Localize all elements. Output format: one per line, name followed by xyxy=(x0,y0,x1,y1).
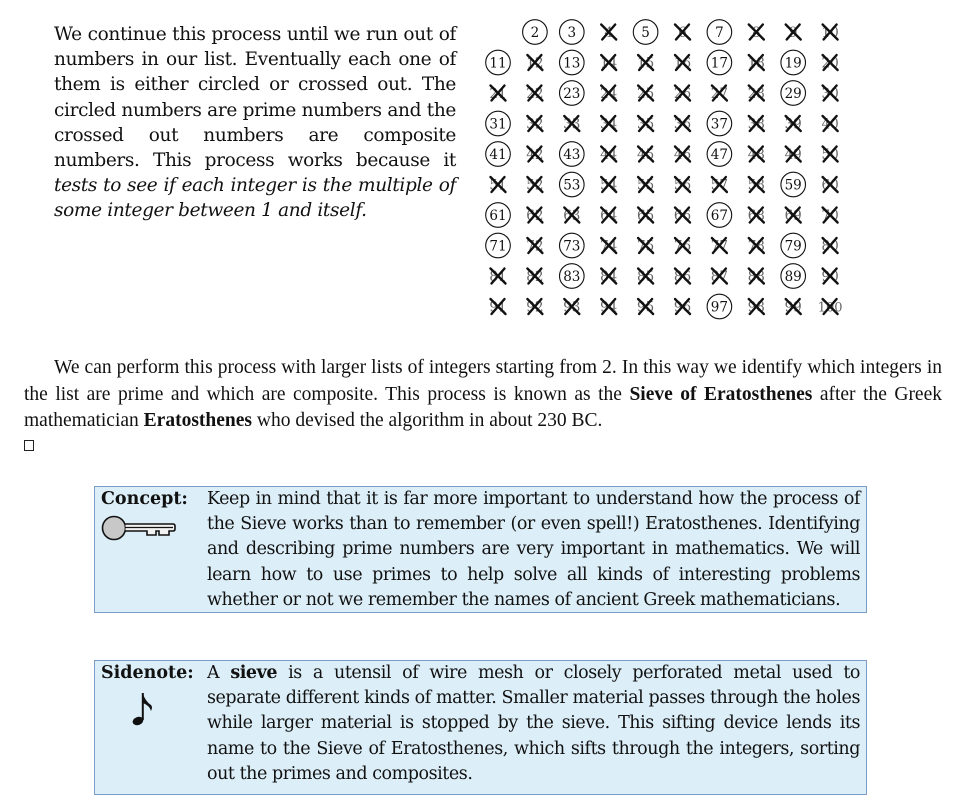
composite-number xyxy=(637,208,654,225)
composite-number xyxy=(674,269,691,286)
number-label: 91 xyxy=(489,299,507,316)
composite-number xyxy=(748,177,765,194)
number-label: 9 xyxy=(788,25,798,41)
composite-number xyxy=(526,116,543,133)
composite-number xyxy=(637,299,654,316)
prime-number xyxy=(781,50,806,75)
number-label: 79 xyxy=(784,238,802,255)
number-label: 33 xyxy=(563,116,581,133)
composite-number xyxy=(711,238,728,255)
number-label: 87 xyxy=(710,269,728,285)
number-label: 19 xyxy=(784,55,802,72)
composite-number xyxy=(489,177,506,194)
composite-number xyxy=(526,86,543,103)
composite-number xyxy=(822,238,839,255)
prime-number xyxy=(486,111,511,136)
number-label: 72 xyxy=(526,238,544,255)
number-label: 99 xyxy=(784,299,802,316)
prime-number xyxy=(707,20,732,45)
composite-number xyxy=(748,55,765,72)
sidenote-box xyxy=(94,660,867,795)
number-label: 56 xyxy=(673,177,692,194)
number-label: 77 xyxy=(710,238,728,255)
number-label: 48 xyxy=(747,147,765,163)
number-label: 73 xyxy=(563,238,581,255)
number-label: 27 xyxy=(710,86,728,102)
number-label: 100 xyxy=(817,300,843,316)
number-label: 34 xyxy=(600,116,618,133)
number-label: 90 xyxy=(821,269,839,285)
composite-number xyxy=(674,55,691,72)
number-label: 69 xyxy=(784,208,802,224)
number-label: 98 xyxy=(747,299,765,316)
composite-number xyxy=(674,299,691,316)
number-label: 59 xyxy=(784,177,802,194)
composite-number xyxy=(748,116,765,133)
sidenote-label: Sidenote: xyxy=(101,663,194,683)
number-label: 13 xyxy=(563,55,581,72)
prime-number xyxy=(707,294,732,319)
number-label: 62 xyxy=(526,208,544,224)
prime-number xyxy=(560,20,585,45)
number-label: 65 xyxy=(637,208,655,224)
number-label: 24 xyxy=(600,86,618,102)
number-label: 22 xyxy=(526,86,544,102)
number-label: 30 xyxy=(821,86,839,102)
number-label: 26 xyxy=(673,86,692,102)
number-label: 82 xyxy=(526,269,544,285)
prime-number xyxy=(781,233,806,258)
prime-number xyxy=(486,142,511,167)
number-label: 71 xyxy=(489,238,507,255)
number-label: 58 xyxy=(747,177,765,194)
number-label: 11 xyxy=(489,55,507,72)
number-label: 7 xyxy=(715,25,724,41)
number-label: 86 xyxy=(673,269,692,285)
number-label: 51 xyxy=(489,177,507,194)
composite-number xyxy=(637,147,654,164)
composite-number xyxy=(637,269,654,286)
sidenote-text xyxy=(207,661,860,787)
prime-number xyxy=(560,172,585,197)
composite-number xyxy=(563,208,580,225)
number-label: 50 xyxy=(821,147,839,163)
composite-number xyxy=(674,147,691,164)
term-sieve-of-eratosthenes: Sieve of Eratosthenes xyxy=(629,383,813,405)
composite-number xyxy=(600,116,617,133)
prime-number xyxy=(560,81,585,106)
composite-number xyxy=(526,55,543,72)
number-label: 60 xyxy=(821,177,839,194)
composite-number xyxy=(489,269,506,286)
composite-number xyxy=(526,238,543,255)
number-label: 95 xyxy=(637,299,655,316)
number-label: 76 xyxy=(673,238,692,255)
composite-number xyxy=(526,208,543,225)
composite-number xyxy=(748,147,765,164)
prime-number xyxy=(560,264,585,289)
number-label: 41 xyxy=(489,147,507,163)
number-label: 44 xyxy=(600,147,618,163)
number-label: 45 xyxy=(637,147,655,163)
number-label: 31 xyxy=(489,116,507,133)
number-label: 8 xyxy=(752,25,761,41)
prime-number xyxy=(781,264,806,289)
composite-number xyxy=(822,116,839,133)
composite-number xyxy=(637,177,654,194)
prime-number xyxy=(486,203,511,228)
composite-number xyxy=(600,147,617,164)
sidenote-text-pre: A xyxy=(207,663,231,683)
composite-number xyxy=(526,299,543,316)
composite-number xyxy=(600,86,617,103)
prime-number xyxy=(560,50,585,75)
number-label: 92 xyxy=(526,299,544,316)
term-sieve: sieve xyxy=(230,663,277,683)
number-label: 23 xyxy=(563,86,581,102)
prime-number xyxy=(633,20,658,45)
number-label: 83 xyxy=(563,269,581,285)
number-label: 84 xyxy=(600,269,618,285)
number-label: 66 xyxy=(673,208,692,224)
main-paragraph-part2: after the Greek mathematician xyxy=(24,383,942,431)
composite-number xyxy=(822,55,839,72)
prime-number xyxy=(560,142,585,167)
number-label: 32 xyxy=(526,116,544,133)
number-label: 70 xyxy=(821,208,839,224)
number-label: 49 xyxy=(784,147,802,163)
number-label: 43 xyxy=(563,147,581,163)
number-label: 93 xyxy=(563,299,581,316)
number-label: 37 xyxy=(710,116,728,133)
composite-number xyxy=(600,269,617,286)
number-label: 94 xyxy=(600,299,618,316)
prime-number xyxy=(523,20,548,45)
term-eratosthenes: Eratosthenes xyxy=(143,410,252,431)
main-paragraph-part3: who devised the algorithm in about 230 BC. xyxy=(252,410,603,431)
prime-number xyxy=(707,203,732,228)
left-paragraph xyxy=(54,22,456,224)
left-paragraph-italic: tests to see if each integer is the multiple of some integer between 1 and itself. xyxy=(54,175,456,222)
number-label: 47 xyxy=(710,147,728,163)
number-label: 75 xyxy=(637,238,655,255)
composite-number xyxy=(526,147,543,164)
number-label: 29 xyxy=(784,86,802,102)
number-label: 63 xyxy=(563,208,581,224)
composite-number xyxy=(674,86,691,103)
number-label: 6 xyxy=(678,25,687,41)
number-label: 18 xyxy=(747,55,765,72)
prime-number xyxy=(486,50,511,75)
left-paragraph-text: We continue this process until we run out of numbers in our list. Eventually each one of them is either circled or crossed out. The circled numbers are prime numbers and the crossed out numbers are composite numbers. This process works because it xyxy=(54,24,456,172)
main-paragraph xyxy=(24,355,942,435)
number-label: 74 xyxy=(600,238,618,255)
prime-number xyxy=(486,233,511,258)
concept-box xyxy=(94,486,867,613)
number-label: 4 xyxy=(604,25,613,41)
composite-number xyxy=(489,86,506,103)
composite-number xyxy=(748,269,765,286)
number-label: 88 xyxy=(747,269,765,285)
composite-number xyxy=(674,116,691,133)
number-label: 67 xyxy=(710,208,728,224)
prime-number xyxy=(707,50,732,75)
composite-number xyxy=(600,238,617,255)
number-label: 78 xyxy=(747,238,765,255)
composite-number xyxy=(637,86,654,103)
number-label: 35 xyxy=(637,116,655,133)
concept-text: Keep in mind that it is far more important to understand how the process of the Sieve works than to remember (or even spell!) Eratosthenes. Identifying and describing prime numbers are very important in mathematics. We will learn how to use primes to help solve all kinds of interesting problems whether or not we remember the names of ancient Greek mathematicians. xyxy=(207,489,860,610)
composite-number xyxy=(489,299,506,316)
number-label: 14 xyxy=(600,55,618,72)
number-label: 10 xyxy=(821,25,839,41)
number-label: 38 xyxy=(747,116,765,133)
composite-number xyxy=(818,299,843,316)
number-label: 17 xyxy=(710,55,728,72)
number-label: 20 xyxy=(821,55,839,72)
composite-number xyxy=(637,116,654,133)
composite-number xyxy=(674,208,691,225)
composite-number xyxy=(748,208,765,225)
composite-number xyxy=(674,177,691,194)
composite-number xyxy=(711,86,728,103)
composite-number xyxy=(563,116,580,133)
composite-number xyxy=(748,238,765,255)
number-label: 25 xyxy=(637,86,655,102)
prime-number xyxy=(781,81,806,106)
number-label: 64 xyxy=(600,208,618,224)
number-label: 52 xyxy=(526,177,544,194)
end-of-proof-square xyxy=(24,440,34,451)
composite-number xyxy=(822,269,839,286)
number-label: 5 xyxy=(641,25,650,41)
sieve-grid xyxy=(478,14,850,324)
composite-number xyxy=(600,55,617,72)
composite-number xyxy=(674,238,691,255)
composite-number xyxy=(600,177,617,194)
number-label: 54 xyxy=(600,177,618,194)
prime-number xyxy=(781,172,806,197)
number-label: 12 xyxy=(526,55,544,72)
composite-number xyxy=(822,86,839,103)
prime-number xyxy=(560,233,585,258)
concept-label: Concept: xyxy=(101,489,188,509)
number-label: 80 xyxy=(821,238,839,255)
number-label: 2 xyxy=(530,25,540,41)
number-label: 89 xyxy=(784,269,802,285)
number-label: 28 xyxy=(747,86,765,102)
number-label: 97 xyxy=(710,299,728,316)
composite-number xyxy=(601,25,616,42)
number-label: 96 xyxy=(673,299,692,316)
prime-number xyxy=(707,111,732,136)
composite-number xyxy=(637,55,654,72)
number-label: 3 xyxy=(567,25,577,41)
composite-number xyxy=(600,299,617,316)
number-label: 68 xyxy=(747,208,765,224)
composite-number xyxy=(822,208,839,225)
composite-number xyxy=(600,208,617,225)
composite-number xyxy=(675,25,690,42)
number-label: 39 xyxy=(784,116,802,133)
composite-number xyxy=(785,147,802,164)
composite-number xyxy=(563,299,580,316)
eighth-note-icon xyxy=(131,691,155,727)
composite-number xyxy=(748,299,765,316)
composite-number xyxy=(822,177,839,194)
number-label: 57 xyxy=(710,177,728,194)
number-label: 15 xyxy=(637,55,655,72)
number-label: 81 xyxy=(489,269,507,285)
composite-number xyxy=(822,147,839,164)
number-label: 55 xyxy=(637,177,655,194)
composite-number xyxy=(822,25,839,42)
key-icon xyxy=(101,515,177,541)
composite-number xyxy=(711,269,728,286)
number-label: 21 xyxy=(489,86,507,102)
sidenote-text-post: is a utensil of wire mesh or closely perforated metal used to separate different kinds of matter. Smaller material passes through the holes while larger material is stopped by the sieve. This sifting device lends its name to the Sieve of Eratosthenes, which sifts through the integers, sorting out the primes and composites. xyxy=(207,663,860,784)
composite-number xyxy=(711,177,728,194)
composite-number xyxy=(526,177,543,194)
number-label: 53 xyxy=(563,177,581,194)
prime-number xyxy=(707,142,732,167)
main-paragraph-part1: We can perform this process with larger lists of integers starting from 2. In this way we identify which integers in the list are prime and which are composite. This process is known as the xyxy=(24,357,942,405)
composite-number xyxy=(786,25,801,42)
number-label: 16 xyxy=(673,55,692,72)
number-label: 61 xyxy=(489,208,507,224)
composite-number xyxy=(785,299,802,316)
composite-number xyxy=(785,116,802,133)
number-label: 46 xyxy=(673,147,692,163)
composite-number xyxy=(637,238,654,255)
composite-number xyxy=(749,25,764,42)
composite-number xyxy=(785,208,802,225)
number-label: 85 xyxy=(637,269,655,285)
number-label: 40 xyxy=(821,116,839,133)
number-label: 36 xyxy=(673,116,692,133)
composite-number xyxy=(526,269,543,286)
number-label: 42 xyxy=(526,147,544,163)
composite-number xyxy=(748,86,765,103)
